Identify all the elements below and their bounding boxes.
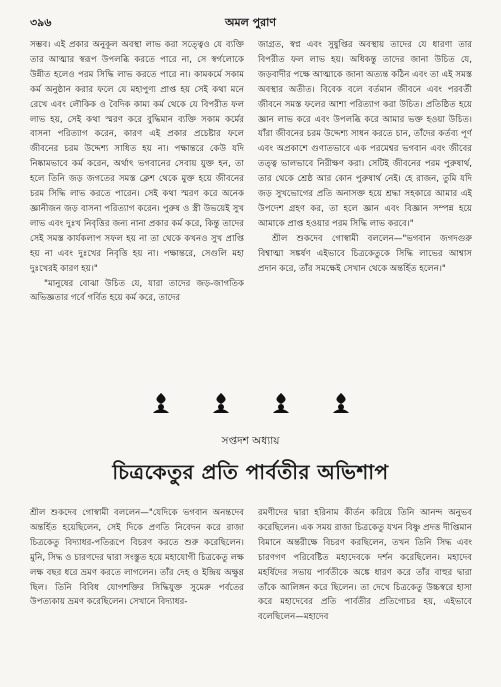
page-header (30, 14, 471, 30)
ornament-icon (270, 392, 292, 414)
paragraph: শ্রীল শুকদেব গোস্বামী বললেন—"যেদিকে ভগবান অনন্তদেব অন্তর্হিত হয়েছিলেন, সেই দিকে প্রণতি নিবেদন করে রাজা চিত্রকেতু বিদ্যাধর-পতিরূপে বিচরণ করতে শুরু করেছিলেন। মুনি, সিদ্ধ ও চারণদের দ্বারা সংস্তুত হয়ে মহাযোগী চিত্রকেতু লক্ষ লক্ষ বছর ধরে ভ্রমণ করতে লাগলেন। তাঁর দেহ ও ইন্দ্রিয় অক্ষুণ্ণ ছিল। তিনি বিবিধ যোগশক্তির সিদ্ধিযুক্ত সুমেরু পর্বতের উপত্যকায় ভ্রমণ করেছিলেন। সেখানে বিদ্যাধর- (30, 508, 244, 608)
ornament-icon (210, 392, 232, 414)
text-column-top-left (30, 38, 244, 358)
paragraph: সম্ভব। এই প্রকার অনুকূল অবস্থা লাভ করা সত্ত্বেও যে ব্যক্তি তার আত্মার স্বরূপ উপলব্ধি করতে পারে না, সে স্বর্গলোকে উন্নীত হলেও পরম সিদ্ধি লাভ করতে পারে না। কামকর্মে সকাম কর্ম অনুষ্ঠান করার ফলে যে মহাপুণ্য প্রাপ্ত হয় সেই কথা মনে রেখে এবং লৌকিক ও বৈদিক কাম্য কর্ম থেকে যে বিপরীত ফল লাভ হয়, সেই কথা স্মরণ করে বুদ্ধিমান ব্যক্তি সকাম কর্মের বাসনা পরিত্যাগ করেন, কারণ এই প্রকার প্রচেষ্টার ফলে জীবনের চরম উদ্দেশ্য সাধিত হয় না। পক্ষান্তরে কেউ যদি নিষ্কামভাবে কর্ম করেন, অর্থাৎ ভগবানের সেবায় যুক্ত হন, তা হলে তিনি জড় জগতের সমস্ত ক্লেশ থেকে মুক্ত হয়ে জীবনের চরম সিদ্ধি লাভ করতে পারেন। সেই কথা স্মরণ করে অনেক জ্ঞানীজন জড় বাসনা পরিত্যাগ করেন। পুরুষ ও স্ত্রী উভয়েই সুখ লাভ এবং দুঃখ নিবৃত্তির জন্য নানা প্রকার কর্ম করে, কিন্তু তাদের সেই সমস্ত কার্যকলাপ সফল হয় না তা থেকে কখনও সুখ প্রাপ্তি হয় না এবং দুঃখের নিবৃত্তি হয় না। পক্ষান্তরে, সেগুলি মহা দুঃখেরই কারণ হয়।" (30, 40, 244, 274)
text-column-bottom-left (30, 506, 244, 678)
paragraph: জাগ্রত, স্বপ্ন এবং সুষুপ্তির অবস্থায় তাদের যে ধারণা তার বিপরীত ফল লাভ হয়। অধিকন্তু তাদের জানা উচিত যে, জড়বাদীর পক্ষে আত্মাকে জানা অত্যন্ত কঠিন এবং তা এই সমস্ত অবস্থার অতীত। বিবেক বলে বর্তমান জীবনে এবং পরবর্তী জীবনে সমস্ত ফলের আশা পরিত্যাগ করা উচিত। প্রতিষ্ঠিত হয়ে জ্ঞান লাভ করে এবং উপলব্ধি করে আমার ভক্ত হওয়া উচিত। যাঁরা জীবনের চরম উদ্দেশ্য সাধন করতে চান, তাঁদের কর্তব্য পূর্ণ এবং অপ্রকাশে গুণাতভাবে এক পরমেশ্বর ভগবান এবং জীবের তত্ত্ব ভালভাবে নিরীক্ষণ করা। সেটিই জীবনের পরম পুরুষার্থ, তার থেকে শ্রেষ্ঠ আর কোন পুরুষার্থ নেই। হে রাজন, তুমি যদি জড় সুখভোগের প্রতি অনাসক্ত হয়ে শ্রদ্ধা সহকারে আমার এই উপদেশ গ্রহণ কর, তা হলে জ্ঞান এবং বিজ্ঞান সম্পন্ন হয়ে আমাকে প্রাপ্ত হওয়ার পরম সিদ্ধি লাভ করবে।" (258, 40, 472, 229)
paragraph: শ্রীল শুকদেব গোস্বামী বললেন—"ভগবান জগদগুরু বিশ্বাত্মা সঙ্কর্ষণ এইভাবে চিত্রকেতুকে সিদ্ধি লাভের আশ্বাস প্রদান করে, তাঁর সমক্ষেই সেখান থেকে অন্তর্হিত হলেন।" (258, 233, 472, 274)
ornament-icon (330, 392, 352, 414)
running-title: অমল পুরাণ (224, 16, 277, 29)
chapter-title: চিত্রকেতুর প্রতি পার্বতীর অভিশাপ (112, 460, 389, 484)
text-column-top-right (258, 38, 472, 358)
chapter-number: সপ্তদশ অধ্যায় (221, 435, 280, 447)
chapter-divider-ornaments (0, 392, 501, 418)
page-number: ৩৯৬ (30, 16, 52, 29)
paragraph: "মানুষের বোঝা উচিত যে, যারা তাদের জড়-জাগতিক অভিজ্ঞতার গর্বে গর্বিত হয়ে কর্ম করে, তাদের (30, 278, 244, 304)
ornament-icon (150, 392, 172, 414)
paragraph: রমণীদের দ্বারা হরিনাম কীর্তন করিয়ে তিনি আনন্দ অনুভব করেছিলেন। এক সময় রাজা চিত্রকেতু যখন বিষ্ণু প্রদত্ত দীপ্তিমান বিমানে অন্তরীক্ষে বিচরণ করছিলেন, তখন তিনি সিদ্ধ এবং চারণগণ পরিবেষ্টিত মহাদেবকে দর্শন করেছিলেন। মহাদেব মহর্ষিদের সভায় পার্বতীকে অঙ্কে ধারণ করে তাঁর বাহুর দ্বারা তাঁকে আলিঙ্গন করে ছিলেন। তা দেখে চিত্রকেতু উচ্চস্বরে হাসা করে মহাদেবের প্রতি পার্বতীর প্রতিগোচর হয়, এইভাবে বলেছিলেন—মহাদেব (258, 508, 472, 623)
text-column-bottom-right (258, 506, 472, 678)
